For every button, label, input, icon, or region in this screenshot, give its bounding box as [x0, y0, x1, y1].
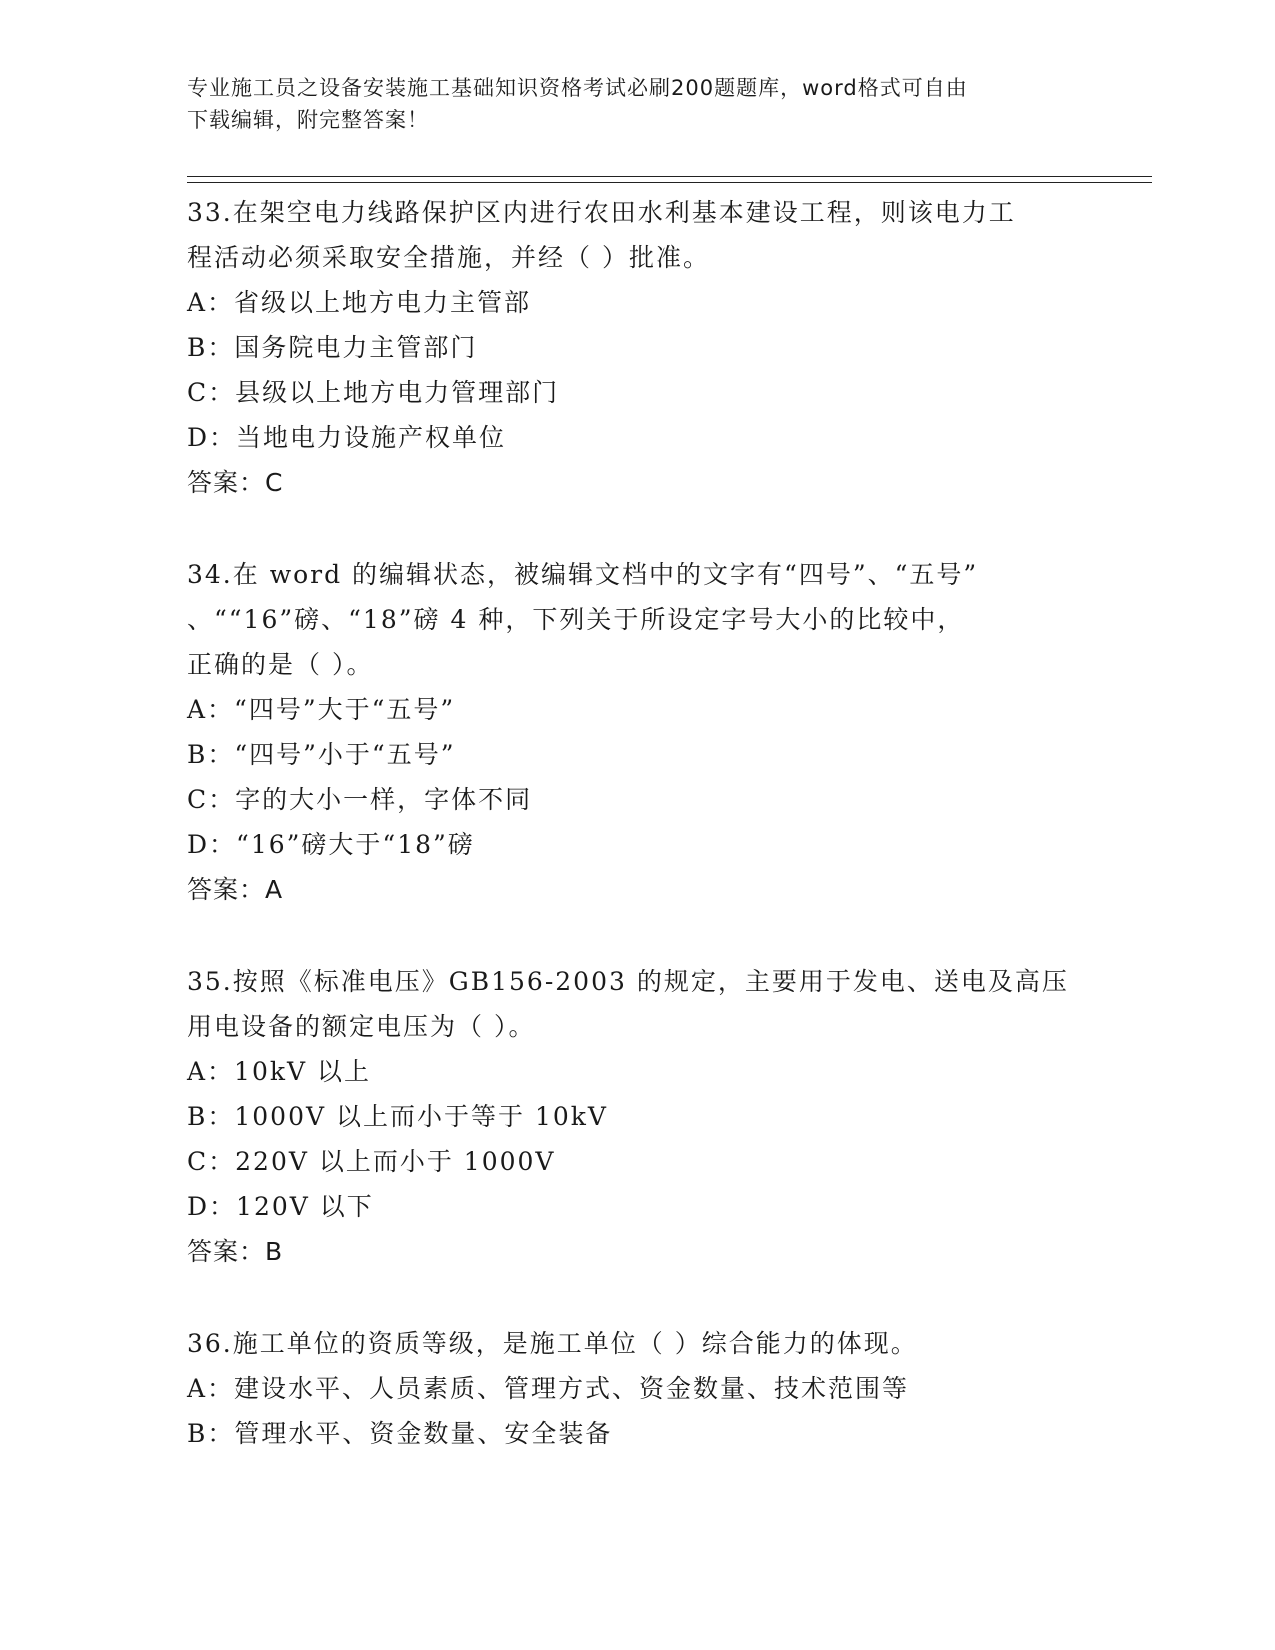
header-line-1: 专业施工员之设备安装施工基础知识资格考试必刷200题题库，word格式可自由 — [187, 76, 968, 100]
header-divider-double — [187, 182, 1152, 183]
question-stem: 、““16”磅、“18”磅 4 种，下列关于所设定字号大小的比较中， — [187, 605, 965, 634]
option-c: C：220V 以上而小于 1000V — [187, 1147, 556, 1176]
question-33 — [187, 190, 1087, 505]
option-b: B：国务院电力主管部门 — [187, 333, 478, 362]
option-b: B：管理水平、资金数量、安全装备 — [187, 1419, 613, 1448]
option-a: A：建设水平、人员素质、管理方式、资金数量、技术范围等 — [187, 1374, 910, 1403]
option-a: A：省级以上地方电力主管部 — [187, 288, 532, 317]
option-d: D：当地电力设施产权单位 — [187, 423, 507, 452]
question-stem: 35.按照《标准电压》GB156-2003 的规定，主要用于发电、送电及高压 — [187, 967, 1069, 996]
question-34 — [187, 552, 1087, 912]
option-a: A：“四号”大于“五号” — [187, 695, 456, 724]
option-b: B：“四号”小于“五号” — [187, 740, 456, 769]
document-header — [187, 72, 1067, 136]
answer: 答案：A — [187, 875, 284, 904]
header-line-2: 下载编辑，附完整答案！ — [187, 108, 429, 132]
answer: 答案：C — [187, 468, 284, 497]
option-c: C：县级以上地方电力管理部门 — [187, 378, 560, 407]
option-d: D：120V 以下 — [187, 1192, 374, 1221]
option-a: A：10kV 以上 — [187, 1057, 372, 1086]
question-stem: 程活动必须采取安全措施，并经（ ）批准。 — [187, 243, 710, 272]
question-stem: 用电设备的额定电压为（ ）。 — [187, 1012, 536, 1041]
question-stem: 36.施工单位的资质等级，是施工单位（ ）综合能力的体现。 — [187, 1329, 918, 1358]
question-stem: 33.在架空电力线路保护区内进行农田水利基本建设工程，则该电力工 — [187, 198, 1016, 227]
option-c: C：字的大小一样，字体不同 — [187, 785, 533, 814]
question-stem: 正确的是（ ）。 — [187, 650, 374, 679]
question-list — [187, 190, 1087, 1456]
question-stem: 34.在 word 的编辑状态，被编辑文档中的文字有“四号”、“五号” — [187, 560, 979, 589]
question-36 — [187, 1321, 1087, 1456]
option-b: B：1000V 以上而小于等于 10kV — [187, 1102, 608, 1131]
answer: 答案：B — [187, 1237, 284, 1266]
header-divider — [187, 176, 1152, 177]
question-35 — [187, 959, 1087, 1274]
option-d: D：“16”磅大于“18”磅 — [187, 830, 475, 859]
